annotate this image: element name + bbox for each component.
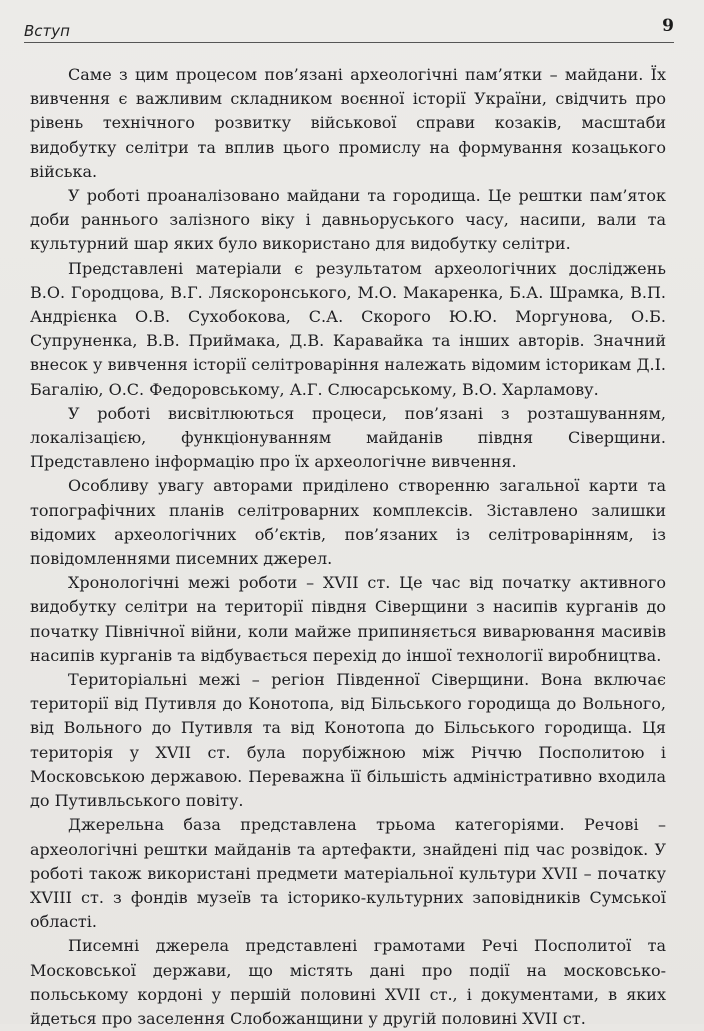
running-header [24,12,674,42]
paragraph-maidans-intro: Саме з цим процесом пов’язані археологічні пам’ятки – майдани. Їх вивчення є важливим складником воєнної історії України, свідчить про рівень технічного розвитку військової справи козаків, масштаби видобутку селітри та вплив цього промислу на формування козацького війська. [30,65,666,181]
header-rule [24,42,674,43]
paragraph-chronology: Хронологічні межі роботи – XVII ст. Це час від початку активного видобутку селітри на території півдня Сіверщини з насипів курганів до початку Північної війни, коли майже припиняється виварювання масивів насипів курганів та відбувається перехід до іншої технології виробництва. [30,573,666,665]
paragraph-written-sources: Писемні джерела представлені грамотами Речі Посполитої та Московської держави, що містять дані про події на московсько-польському кордоні у першій половині XVII ст., і документами, в яких йдеться про заселення Слобожанщини у другій половині XVII ст. [30,936,666,1028]
paragraph-territory: Територіальні межі – регіон Південної Сіверщини. Вона включає території від Путивля до Конотопа, від Більського городища до Вольного, від Вольного до Путивля та від Конотопа до Більського городища. Ця територія у XVII ст. була порубіжною між Річчю Посполитою і Московською державою. Переважна її більшість адміністративно входила до Путивльського повіту. [30,670,666,811]
paragraph-materials: Представлені матеріали є результатом археологічних досліджень В.О. Городцова, В.Г. Ляскоронського, М.О. Макаренка, Б.А. Шрамка, В.П. Андрієнка О.В. Сухобокова, С.А. Скорого Ю.Ю. Моргунова, О.Б. Супруненка, В.В. Приймака, Д.В. Каравайка та інших авторів. Значний внесок у вивчення історії селітроваріння належать відомим історикам Д.І. Багалію, О.С. Федоровському, А.Г. Слюсарському, В.О. Харламову. [30,258,666,399]
paragraph-processes: У роботі висвітлюються процеси, пов’язані з розташуванням, локалізацією, функціонуванням майданів півдня Сіверщини. Представлено інформацію про їх археологічне вивчення. [30,403,666,472]
page-number: 9 [662,16,674,36]
section-title: Вступ [24,22,70,40]
body-text [30,63,666,1031]
paragraph-analysis: У роботі проаналізовано майдани та городища. Це рештки пам’яток доби раннього залізного віку і давньоруського часу, насипи, вали та культурний шар яких було використано для видобутку селітри. [30,186,666,254]
paragraph-source-base: Джерельна база представлена трьома категоріями. Речові – археологічні рештки майданів та артефакти, знайдені під час розвідок. У роботі також використані предмети матеріальної культури XVII – початку XVIII ст. з фондів музеїв та історико-культурних заповідників Сумської області. [30,815,666,932]
paragraph-maps: Особливу увагу авторами приділено створенню загальної карти та топографічних планів селітроварних комплексів. Зіставлено залишки відомих археологічних об’єктів, пов’язаних із селітроварінням, із повідомленнями писемних джерел. [30,476,666,569]
